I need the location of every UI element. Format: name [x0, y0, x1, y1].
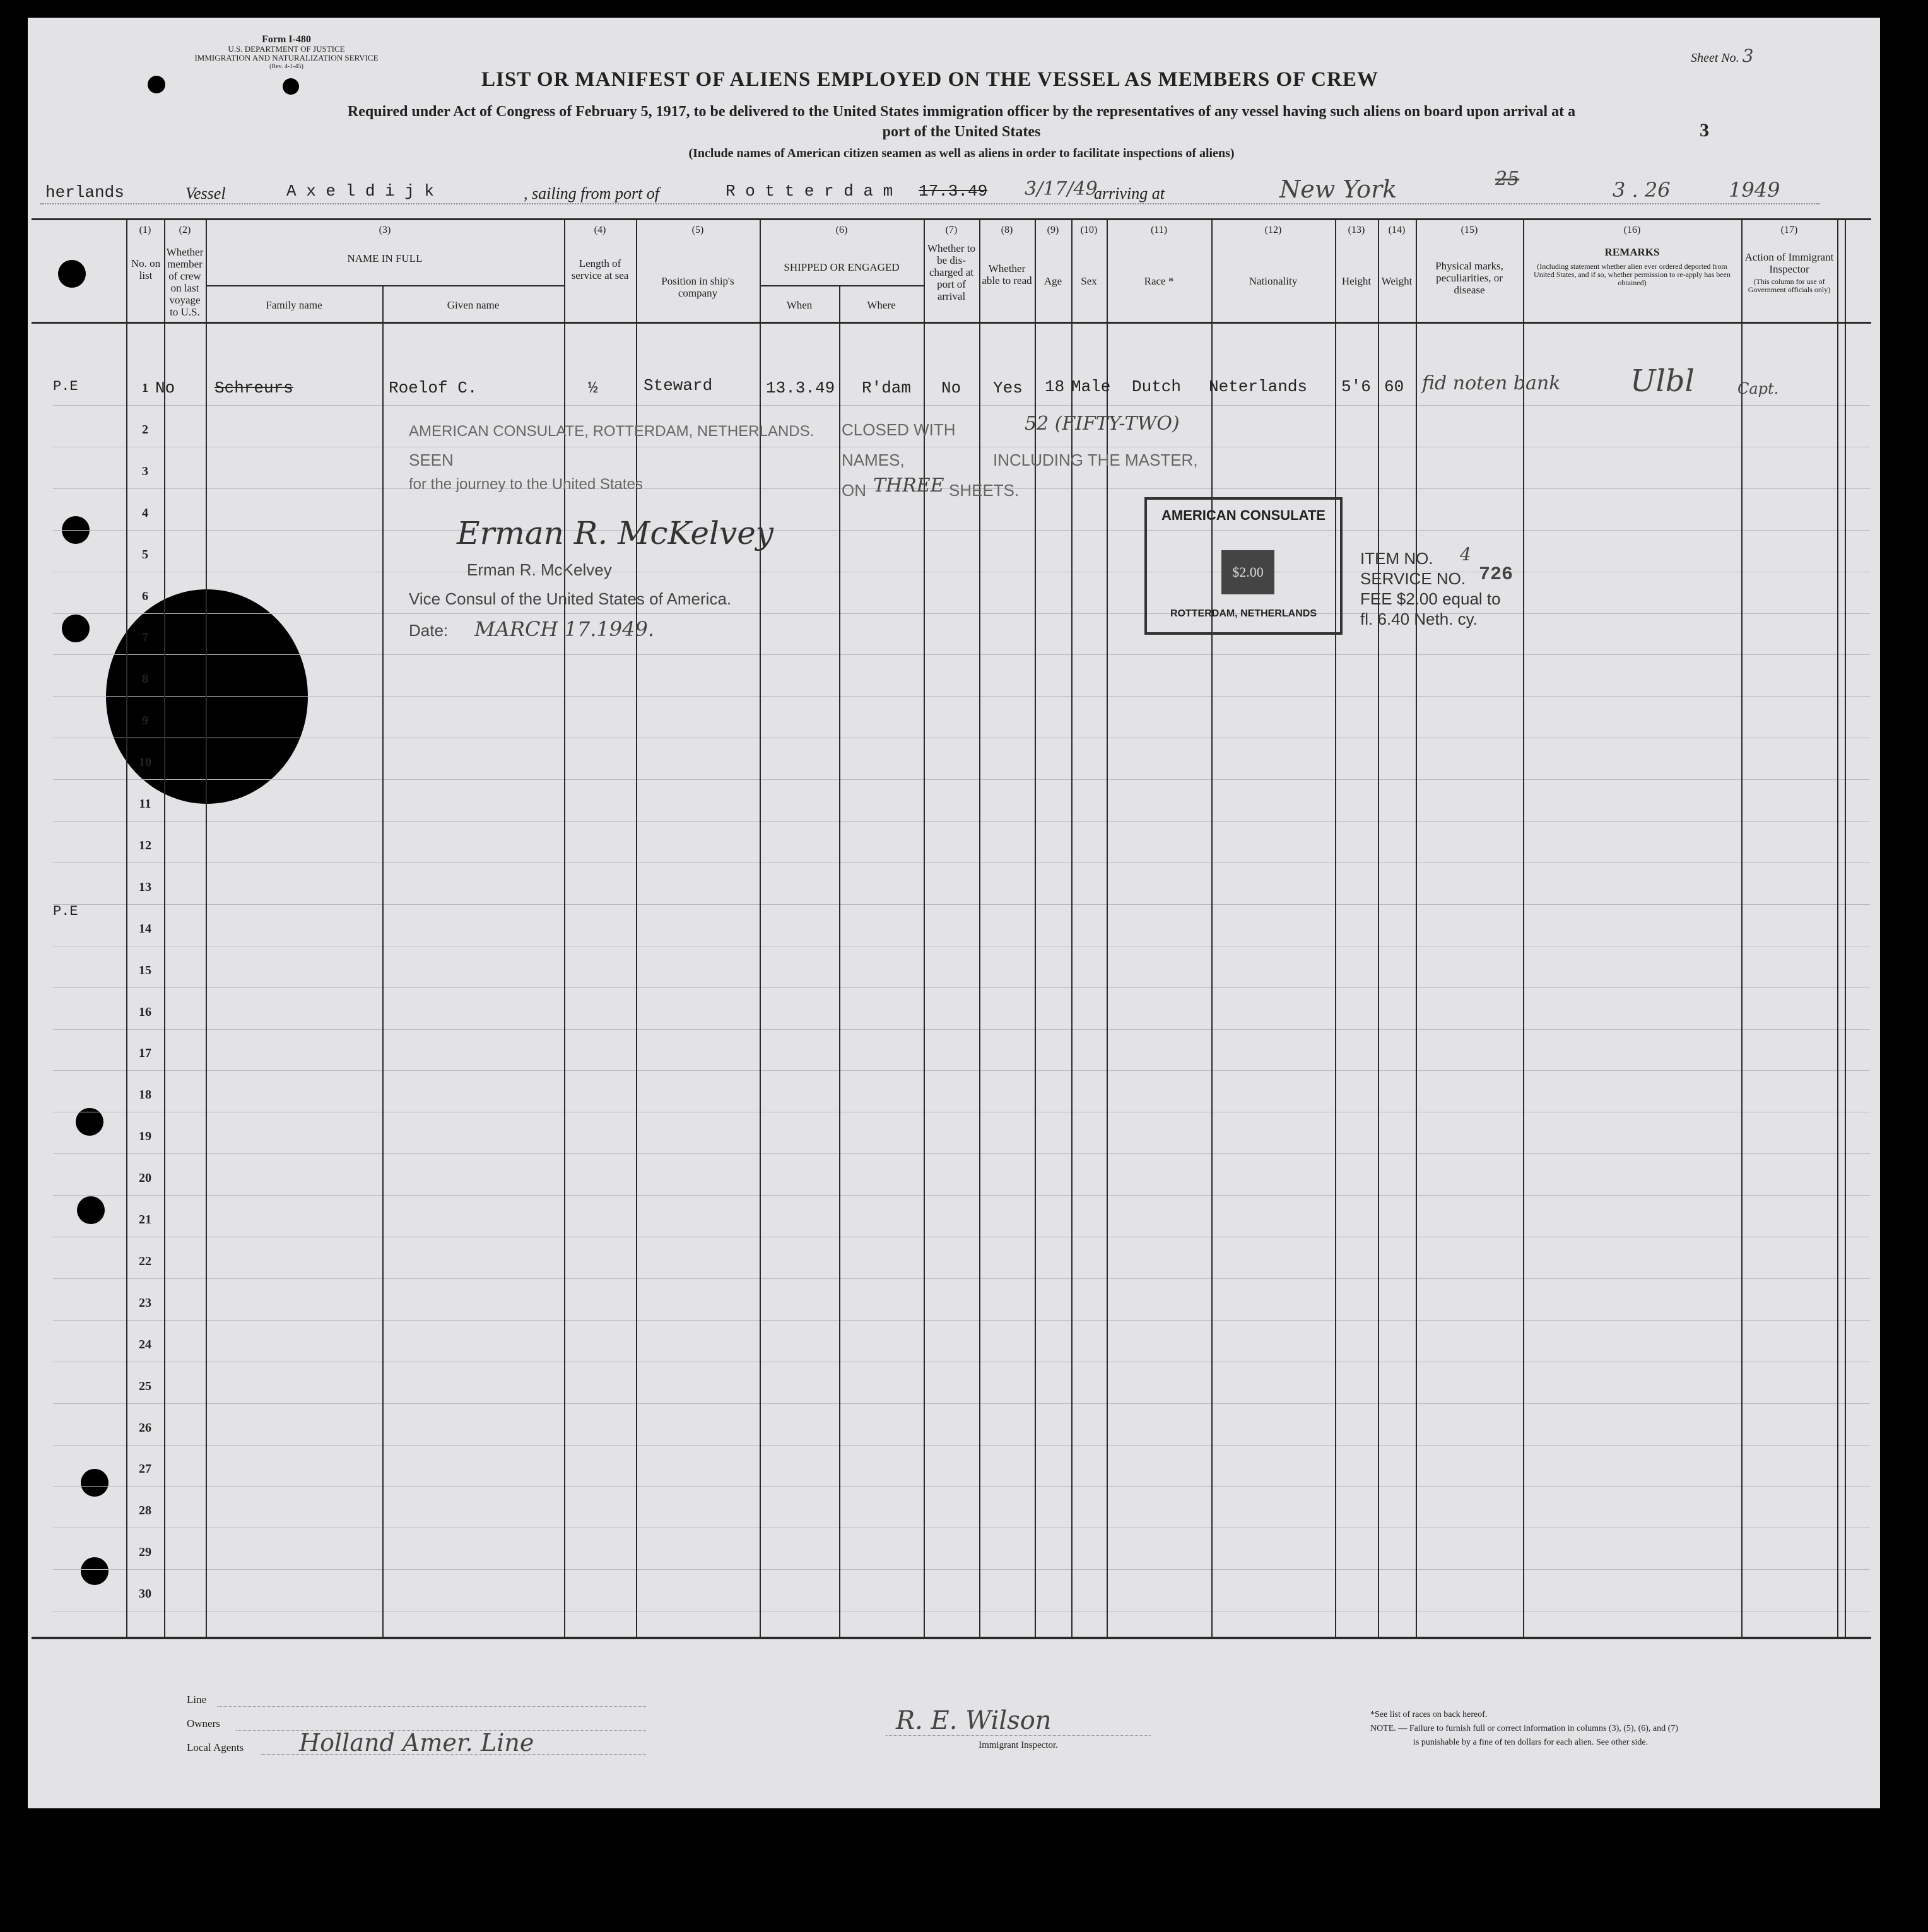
service-no-label: SERVICE NO.	[1360, 569, 1466, 588]
row-line	[53, 1403, 1870, 1404]
row1-sex: Male	[1071, 377, 1111, 396]
col-rule	[1741, 218, 1743, 1637]
service-no-value: 726	[1479, 564, 1514, 586]
punch-hole	[77, 1196, 105, 1224]
col-num-15: (15)	[1461, 225, 1478, 235]
col-head-service: Length of service at sea	[571, 257, 629, 281]
col-num-8: (8)	[1001, 225, 1013, 235]
col-num-14: (14)	[1388, 225, 1406, 235]
row1-given-name: Roelof C.	[389, 379, 478, 398]
closed-stamp-names: NAMES,	[842, 451, 905, 469]
closed-stamp-sheets-count: THREE	[873, 474, 944, 497]
consul-name: Erman R. McKelvey	[467, 560, 612, 579]
col-head-read: Whether able to read	[982, 262, 1032, 286]
col-head-given-name: Given name	[447, 299, 500, 311]
sheet-value: 3	[1742, 45, 1754, 66]
col-rule	[382, 285, 384, 1637]
revision: (Rev. 4-1-45)	[269, 63, 303, 70]
row-number: 25	[139, 1379, 151, 1393]
arrival-date: 3 . 26	[1613, 178, 1671, 202]
punch-hole	[81, 1557, 109, 1585]
consulate-stamp-seen: SEEN	[409, 451, 454, 469]
col-num-10: (10)	[1080, 225, 1098, 235]
footer-agents-value: Holland Amer. Line	[299, 1729, 534, 1757]
row-number: 2	[142, 422, 148, 437]
table-bottom-rule	[32, 1637, 1871, 1639]
col-head-remarks-note: (Including statement whether alien ever ordered deported from United States, and if so, whether permission to re-apply has been obtained)	[1534, 262, 1731, 287]
subtitle: Required under Act of Congress of February 5, 1917, to be delivered to the United States immigration officer by the representatives of any vessel having such aliens on board upon arrival at a	[347, 103, 1576, 120]
col-head-no: No. on list	[131, 257, 161, 281]
footer-line-label: Line	[187, 1693, 207, 1705]
crossed-date: 17.3.49	[919, 182, 988, 201]
col-num-3: (3)	[379, 225, 391, 235]
row-number: 28	[139, 1504, 151, 1518]
sheet-number	[1691, 45, 1753, 66]
departure-port: R o t t e r d a m	[726, 182, 893, 201]
row-number: 22	[139, 1254, 151, 1268]
col-head-age: Age	[1043, 275, 1062, 287]
col-num-6: (6)	[835, 225, 848, 235]
fee-stamp-box	[1144, 497, 1343, 635]
row1-margin-mark: P.E	[53, 379, 78, 394]
col-num-4: (4)	[594, 225, 606, 235]
row-line	[53, 1569, 1870, 1570]
row1-action: Capt.	[1737, 380, 1779, 398]
col-head-weight: Weight	[1381, 275, 1413, 287]
footer-note-text: — Failure to furnish full or correct information in columns (3), (5), (6), and (7)	[1398, 1724, 1678, 1733]
row-line	[53, 1486, 1870, 1487]
col-head-physical-marks: Physical marks, peculiarities, or disease	[1435, 260, 1503, 296]
consul-title: Vice Consul of the United States of America.	[409, 589, 732, 608]
fee-line-2: fl. 6.40 Neth. cy.	[1360, 610, 1478, 628]
row-line	[53, 696, 1870, 697]
row-line	[53, 904, 1870, 905]
row-number: 27	[139, 1462, 151, 1476]
col-rule	[979, 218, 980, 1637]
punch-hole	[81, 1469, 109, 1497]
row-number: 15	[139, 963, 151, 977]
row1-discharged: No	[941, 379, 961, 398]
row-number: 1	[142, 381, 148, 395]
col-num-7: (7)	[945, 225, 958, 235]
row-number: 16	[139, 1004, 151, 1019]
form-number: Form I-480	[262, 34, 311, 45]
col-rule	[1335, 218, 1336, 1637]
col-head-remarks: REMARKS	[1604, 246, 1660, 258]
header-bottom-rule	[32, 322, 1871, 324]
col-head-action: Action of Immigrant Inspector	[1744, 251, 1834, 275]
footer-owners-label: Owners	[187, 1717, 220, 1729]
row-line	[53, 613, 1870, 614]
footer-note-label: NOTE.	[1370, 1724, 1396, 1733]
row1-service: ½	[588, 379, 598, 398]
row-line	[53, 1029, 1870, 1030]
table-top-rule	[32, 218, 1871, 220]
col-head-shipped: SHIPPED OR ENGAGED	[784, 261, 900, 273]
footer-line-underline	[217, 1706, 646, 1707]
row1-last-voyage: No	[155, 379, 175, 398]
row-number: 4	[142, 505, 148, 520]
col-num-17: (17)	[1780, 225, 1798, 235]
col-head-sex: Sex	[1081, 275, 1097, 287]
footer-note	[1370, 1724, 1678, 1734]
row1-age: 18	[1045, 377, 1065, 396]
vessel-label: Vessel	[185, 184, 226, 203]
row-number: 24	[139, 1337, 151, 1352]
row-line	[53, 1195, 1870, 1196]
vessel-name: A x e l d i j k	[286, 182, 435, 201]
footer-agents-label: Local Agents	[187, 1741, 244, 1753]
col-rule	[1378, 218, 1379, 1637]
closed-stamp-count: 52 (FIFTY-TWO)	[1025, 413, 1180, 435]
col-head-when: When	[786, 299, 813, 311]
consulate-stamp-line1: AMERICAN CONSULATE, ROTTERDAM, NETHERLANDS.	[409, 423, 814, 440]
footer-agents-underline	[261, 1754, 646, 1755]
row-number: 8	[142, 672, 148, 686]
row-line	[53, 405, 1870, 406]
row-number: 10	[139, 755, 151, 770]
row-number: 21	[139, 1213, 151, 1227]
department: U.S. DEPARTMENT OF JUSTICE	[228, 44, 345, 54]
row-number: 14	[139, 921, 151, 936]
row-line	[53, 779, 1870, 780]
col-head-race: Race *	[1144, 275, 1174, 287]
item-no-label: ITEM NO.	[1360, 549, 1433, 568]
revenue-stamp-icon: $2.00	[1221, 550, 1274, 594]
row-number: 23	[139, 1295, 151, 1310]
footer-note-races: *See list of races on back hereof.	[1370, 1710, 1488, 1719]
inspector-underline	[886, 1735, 1151, 1736]
row-number: 7	[142, 630, 148, 645]
row-number: 20	[139, 1171, 151, 1186]
col-num-12: (12)	[1264, 225, 1282, 235]
row-number: 13	[139, 880, 151, 894]
manifest-sheet	[28, 18, 1880, 1808]
row1-read: Yes	[993, 379, 1023, 398]
subtitle-note: (Include names of American citizen seamen as well as aliens in order to facilitate inspections of aliens)	[688, 146, 1235, 160]
closed-stamp-on: ON	[842, 481, 866, 500]
row-number: 19	[139, 1129, 151, 1144]
row-line	[53, 530, 1870, 531]
col-rule	[1416, 218, 1417, 1637]
row1-position: Steward	[644, 376, 713, 395]
row-line	[53, 1320, 1870, 1321]
col-head-discharged: Whether to be dis-charged at port of arrival	[927, 242, 975, 302]
col-head-action-note: (This column for use of Government officials only)	[1748, 277, 1831, 294]
row1-nationality: Neterlands	[1209, 377, 1308, 396]
punch-hole	[62, 615, 90, 642]
row-number: 9	[142, 714, 148, 728]
col-rule	[206, 218, 207, 1637]
row1-family-name: Schreurs	[215, 379, 293, 398]
consul-signature: Erman R. McKelvey	[457, 515, 774, 551]
closed-stamp-master: INCLUDING THE MASTER,	[993, 451, 1198, 469]
row1-where: R'dam	[862, 379, 912, 398]
item-no-value: 4	[1460, 544, 1471, 565]
col-rule	[1211, 218, 1213, 1637]
fee-stamp-footer: ROTTERDAM, NETHERLANDS	[1170, 608, 1317, 619]
row1-weight: 60	[1384, 377, 1404, 396]
col-head-height: Height	[1341, 275, 1372, 287]
sheet-label: Sheet No.	[1691, 51, 1739, 65]
col-head-position: Position in ship's company	[661, 275, 734, 299]
row-line	[53, 821, 1870, 822]
col-rule	[839, 285, 840, 1637]
fee-line-1: FEE $2.00 equal to	[1360, 589, 1501, 608]
consulate-stamp-journey: for the journey to the United States	[409, 476, 643, 493]
closed-stamp-line1: CLOSED WITH	[842, 420, 956, 439]
col-num-1: (1)	[139, 225, 151, 235]
punch-hole	[58, 260, 86, 288]
col-num-16: (16)	[1623, 225, 1641, 235]
footer-owners-underline	[236, 1730, 646, 1731]
page-title: LIST OR MANIFEST OF ALIENS EMPLOYED ON THE VESSEL AS MEMBERS OF CREW	[481, 68, 1378, 91]
col-num-2: (2)	[179, 225, 191, 235]
subtitle-2: port of the United States	[882, 124, 1041, 140]
row1-height: 5'6	[1341, 377, 1371, 396]
crossed-day: 25	[1495, 168, 1520, 190]
row14-margin-mark: P.E	[53, 904, 78, 919]
col-head-nationality: Nationality	[1249, 275, 1298, 287]
row-number: 17	[139, 1046, 151, 1061]
row1-physical-marks: fid noten bank	[1422, 372, 1561, 394]
row1-race: Dutch	[1132, 377, 1182, 396]
row-number: 30	[139, 1587, 151, 1601]
arrival-year: 1949	[1729, 178, 1780, 202]
name-subheader-rule	[206, 285, 564, 286]
row-number: 11	[139, 797, 151, 811]
col-head-where: Where	[867, 299, 896, 311]
row-number: 3	[142, 464, 148, 478]
vessel-flag: herlands	[45, 183, 124, 202]
fee-stamp-heading: AMERICAN CONSULATE	[1161, 507, 1326, 523]
col-head-last-voyage: Whether member of crew on last voyage to U.S.	[166, 246, 204, 318]
col-head-family-name: Family name	[266, 299, 322, 311]
inspector-label: Immigrant Inspector.	[979, 1740, 1058, 1750]
row-number: 12	[139, 838, 151, 852]
side-number: 3	[1700, 120, 1709, 141]
col-num-11: (11)	[1150, 225, 1168, 235]
col-rule	[1837, 218, 1838, 1637]
col-num-13: (13)	[1348, 225, 1365, 235]
row-line	[53, 1445, 1870, 1446]
row1-when: 13.3.49	[766, 379, 835, 398]
col-num-5: (5)	[691, 225, 704, 235]
arriving-label: arriving at	[1094, 184, 1165, 203]
row-number: 18	[139, 1088, 151, 1102]
col-num-9: (9)	[1047, 225, 1059, 235]
sailing-label: , sailing from port of	[524, 184, 660, 203]
col-rule	[1523, 218, 1524, 1637]
consul-date-label: Date:	[409, 621, 449, 640]
row-number: 6	[142, 589, 148, 603]
row-number: 26	[139, 1420, 151, 1435]
row-line	[53, 987, 1870, 988]
destination-port: New York	[1279, 175, 1397, 203]
shipped-subheader-rule	[760, 285, 924, 286]
voyage-underline	[40, 203, 1819, 204]
consul-date: MARCH 17.1949.	[474, 617, 655, 641]
row-line	[53, 1278, 1870, 1279]
row-number: 29	[139, 1545, 151, 1560]
col-head-name: NAME IN FULL	[347, 252, 423, 264]
col-rule	[1845, 218, 1846, 1637]
service: IMMIGRATION AND NATURALIZATION SERVICE	[194, 53, 379, 62]
row-line	[53, 654, 1870, 655]
row-number: 5	[142, 547, 148, 562]
row1-remarks: Ulbl	[1630, 363, 1695, 399]
closed-stamp-sheets: SHEETS.	[949, 481, 1020, 500]
inspector-signature: R. E. Wilson	[896, 1706, 1052, 1735]
sail-date: 3/17/49	[1025, 178, 1098, 200]
row-line	[53, 1153, 1870, 1154]
punch-hole	[148, 76, 165, 93]
row-line	[53, 1070, 1870, 1071]
footer-note-fine: is punishable by a fine of ten dollars for each alien. See other side.	[1413, 1738, 1649, 1747]
